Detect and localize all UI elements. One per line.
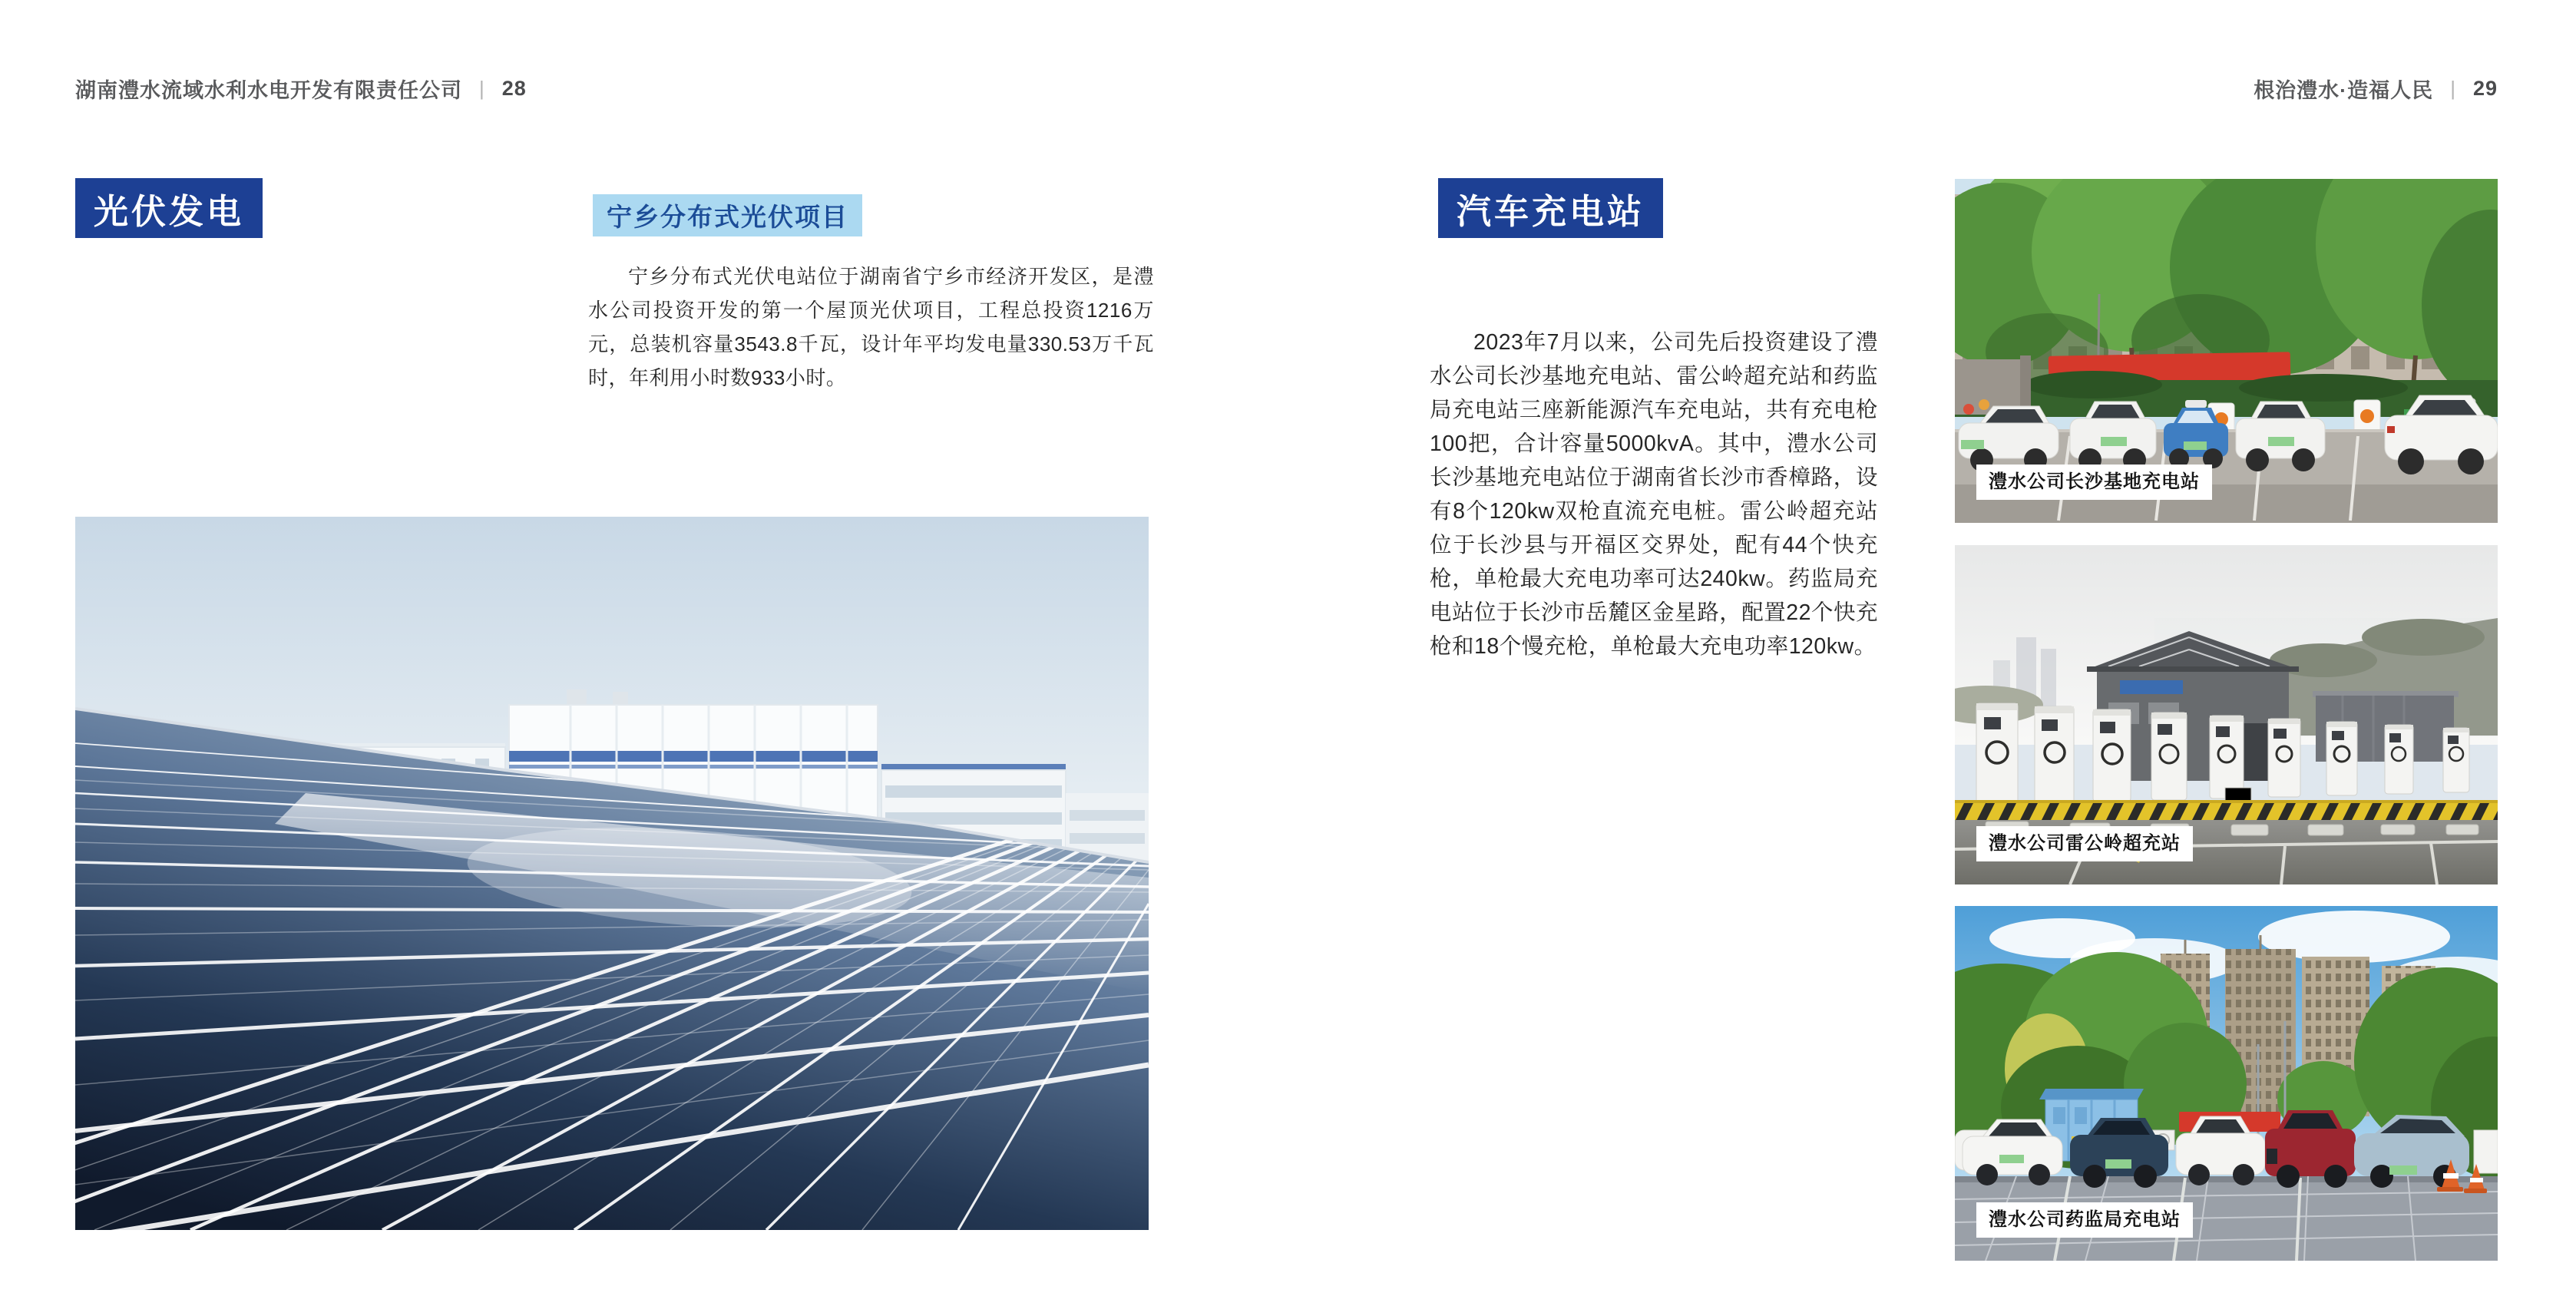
photo-caption-leigongling: 澧水公司雷公岭超充站 (1976, 826, 2193, 861)
slogan: 根治澧水·造福人民 (2254, 79, 2434, 102)
photo-leigongling-station (1955, 545, 2498, 884)
header-right (2254, 74, 2498, 104)
photo-caption-yaojianju: 澧水公司药监局充电站 (1976, 1202, 2193, 1238)
section-title-photovoltaic (75, 178, 263, 238)
section-title-text: 汽车充电站 (1457, 191, 1645, 231)
page-number-left: 28 (501, 77, 527, 100)
header-separator: | (2450, 77, 2456, 100)
header-separator: | (479, 77, 485, 100)
section-title-charging (1438, 178, 1663, 238)
subsection-title-ningxiang (593, 194, 862, 236)
photo-yaojianju-station (1955, 906, 2498, 1261)
photo-solar-rooftop (75, 517, 1149, 1230)
subsection-title-text: 宁乡分布式光伏项目 (607, 203, 848, 231)
paragraph-photovoltaic: 宁乡分布式光伏电站位于湖南省宁乡市经济开发区，是澧水公司投资开发的第一个屋顶光伏项目，工程总投资1216万元，总装机容量3543.8千瓦，设计年平均发电量330.53万千瓦时，年利用小时数933小时。 (588, 265, 1154, 389)
paragraph-charging: 2023年7月以来，公司先后投资建设了澧水公司长沙基地充电站、雷公岭超充站和药监局充电站三座新能源汽车充电站，共有充电枪100把，合计容量5000kvA。其中，澧水公司长沙基地充电站位于湖南省长沙市香樟路，设有8个120kw双枪直流充电桩。雷公岭超充站位于长沙县与开福区交界处，配有44个快充枪，单枪最大充电功率可达240kw。药监局充电站位于长沙市岳麓区金星路，配置22个快充枪和18个慢充枪，单枪最大充电功率120kw。 (1430, 330, 1878, 659)
solar-photo-illustration (75, 517, 1149, 1230)
photo-changsha-base-station (1955, 179, 2498, 523)
photo-caption-changsha-base: 澧水公司长沙基地充电站 (1976, 465, 2212, 500)
company-name: 湖南澧水流域水利水电开发有限责任公司 (75, 79, 462, 102)
section-title-text: 光伏发电 (94, 191, 245, 231)
page-number-right: 29 (2472, 77, 2498, 100)
header-left (75, 74, 527, 104)
